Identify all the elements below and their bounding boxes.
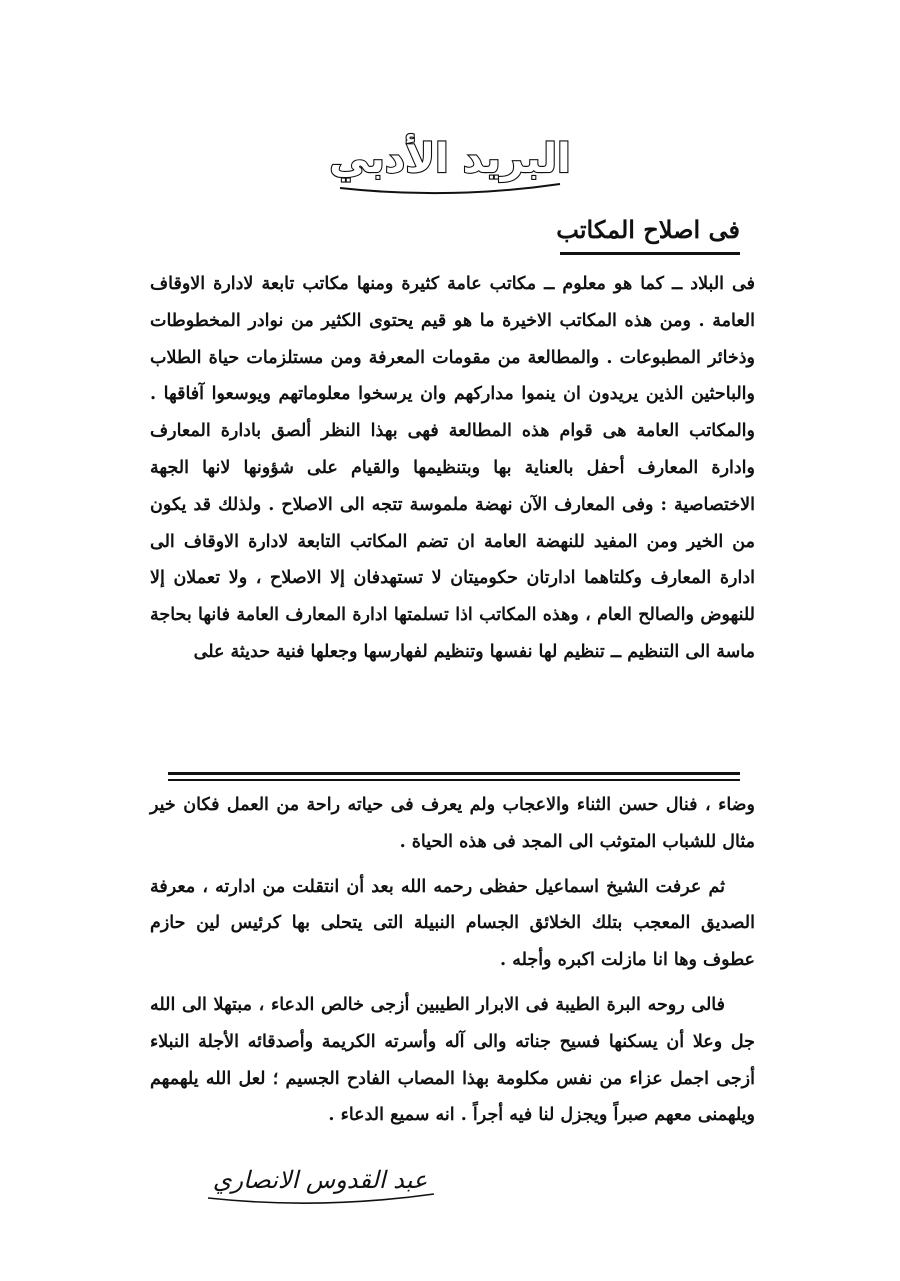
- heading-underline: [560, 252, 740, 255]
- masthead-calligraphy: [320, 120, 580, 200]
- section-divider-thick: [168, 772, 740, 775]
- author-signature: [190, 1152, 450, 1212]
- masthead-title: البريد الأدبي: [329, 136, 571, 182]
- signature-scrawl: [190, 1152, 450, 1212]
- article-paragraph: فى البلاد ــ كما هو معلوم ــ مكاتب عامة كثيرة ومنها مكاتب تابعة لادارة الاوقاف العامة . ومن هذه المكاتب الاخيرة ما هو قيم يحتوى الكثير من نوادر المخطوطات وذخائر المطبوعات . والمطالعة من مقومات المعرفة ومن مستلزمات حياة الطلاب والباحثين الذين يريدون ان ينموا مداركهم وان يرسخوا معلوماتهم ويوسعوا آفاقها . والمكاتب العامة هى قوام هذه المطالعة فهى بهذا النظر ألصق بادارة المعارف وادارة المعارف أحفل بالعناية بها وبتنظيمها والقيام على شؤونها لانها الجهة الاختصاصية : وفى المعارف الآن نهضة ملموسة تتجه الى الاصلاح . ولذلك قد يكون من الخير ومن المفيد للنهضة العامة ان تضم المكاتب التابعة لادارة الاوقاف الى ادارة المعارف وكلتاهما ادارتان حكوميتان لا تستهدفان إلا الاصلاح ، ولا تعملان إلا للنهوض والصالح العام ، وهذه المكاتب اذا تسلمتها ادارة المعارف العامة فانها بحاجة ماسة الى التنظيم ــ تنظيم لها نفسها وتنظيم لفهارسها وجعلها فنية حديثة على: [150, 274, 755, 662]
- masthead-logo: [320, 120, 580, 200]
- article-body: [150, 266, 755, 671]
- obituary-paragraph-3: فالى روحه البرة الطيبة فى الابرار الطيبين أزجى خالص الدعاء ، مبتهلا الى الله جل وعلا أن يسكنها فسيح جناته والى آله وأسرته الكريمة وأصدقائه الأجلة النبلاء أزجى اجمل عزاء من نفس مكلومة بهذا المصاب الفادح الجسيم ؛ لعل الله يلهمهم ويلهمنى معهم صبراً ويجزل لنا فيه أجراً . انه سميع الدعاء .: [150, 994, 755, 1126]
- section-divider-thin: [168, 779, 740, 781]
- article-heading: فى اصلاح المكاتب: [556, 215, 740, 244]
- obituary-paragraph-1: وضاء ، فنال حسن الثناء والاعجاب ولم يعرف فى حياته راحة من العمل فكان خير مثال للشباب المتوثب الى المجد فى هذه الحياة .: [150, 795, 755, 852]
- obituary-paragraph-2: ثم عرفت الشيخ اسماعيل حفظى رحمه الله بعد أن انتقلت من ادارته ، معرفة الصديق المعجب بتلك الخلائق الجسام النبيلة التى يتحلى بها كرئيس لين حازم عطوف وها انا مازلت اكبره وأجله .: [150, 876, 755, 971]
- signature-text: عبد القدوس الانصاري: [212, 1166, 428, 1194]
- obituary-body: [150, 787, 755, 1142]
